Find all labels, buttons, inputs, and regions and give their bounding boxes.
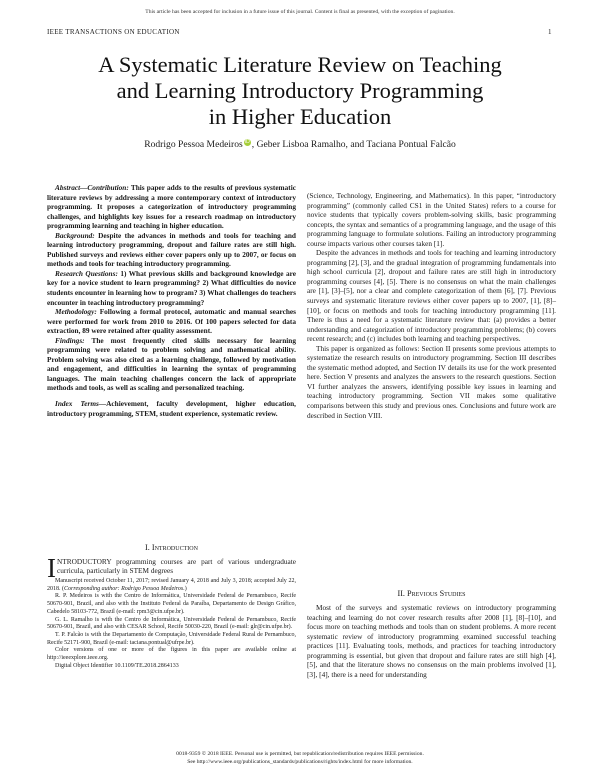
methodology-label: Methodology: <box>55 307 97 317</box>
dropcap-letter: I <box>47 552 56 583</box>
intro-lead-word: NTRODUCTORY <box>57 556 112 566</box>
orcid-icon[interactable]: iD <box>244 139 250 145</box>
paragraph: (Science, Technology, Engineering, and Mathematics). In this paper, “introductory programming” (commonly called CS1 in the United States) refers to a course for novice students that typically covers problem-solving skills, basic programming concepts, the syntax and semantics of a programming language, and the usage of this programming language to formulate solutions. Failing an introductory programming course impacts various other courses taken [1]. <box>307 191 556 248</box>
index-terms-label: Index Terms— <box>55 399 107 409</box>
rights-link-line: See http://www.ieee.org/publications_standards/publications/rights/index.html for more information. <box>187 758 413 765</box>
introduction-section <box>47 543 296 583</box>
findings-text: The most frequently cited skills necessary for learning programming were related to problem solving and mathematical ability. Problem solving was also cited as a learning challenge, followed by motivation and engagement, and difficulties in learning the syntax of programming languages. The main teaching challenges concern the lack of appropriate methods and tools, as well as scaling and personalized teaching. <box>47 335 296 393</box>
footnote-doi: Digital Object Identifier 10.1109/TE.2018.2864133 <box>55 662 179 669</box>
title-line-3: in Higher Education <box>208 104 392 129</box>
paragraph: Despite the advances in methods and tools for teaching and learning introductory programming [2], [3], and the gradual integration of programming fundamentals into high school curricula [2], dropout and failure rates are still high in introductory programming courses [4], [5]. There is no consensus on what the main challenges are [1], [3]–[5], nor a clear and complete categorization of them [6], [7]. Previous surveys and systematic literature reviews either cover papers up to 2007, [1], [8]–[10], or focus on methods and tools for teaching introductory programming [11]. There is thus a need for a systematic literature review that: (a) provides a better understanding and categorization of introductory programming problems; (b) covers recent research; and (c) includes both learning and teaching perspectives. <box>307 248 556 344</box>
title-line-2: and Learning Introductory Programming <box>116 78 484 103</box>
copyright-footer <box>0 751 600 766</box>
methodology-text: Following a formal protocol, automatic and manual searches were performed for work from 2010 to 2016. Of 100 papers selected for data extraction, 89 were retained after quality assessment. <box>47 307 296 336</box>
author-list <box>40 139 560 150</box>
section-1-heading: I. Introduction <box>145 543 198 552</box>
contribution-text: This paper adds to the results of previous systematic literature reviews by addressing a more contemporary context of introductory programming. It proposes a categorization of introductory programming challenges, and highlights key issues for a research roadmap on introductory programming learning and teaching in higher education. <box>47 183 296 231</box>
other-authors: , Geber Lisboa Ramalho, and Taciana Pontual Falcão <box>251 139 456 150</box>
findings-label: Findings: <box>55 335 85 345</box>
index-terms-text: Achievement, faculty development, higher education, introductory programming, STEM, student experience, systematic review. <box>47 399 296 418</box>
footnote-author-1: R. P. Medeiros is with the Centro de Informática, Universidade Federal de Pernambuco, Recife 50670-901, Brazil, and also with the Instituto Federal da Paraíba, Departamento de Design Gráfico, Cabedelo 58103-772, Brazil (e-mail: rpm3@cin.ufpe.br). <box>47 593 296 615</box>
footnote-manuscript: Manuscript received October 11, 2017; revised January 4, 2018 and July 3, 2018; accepted July 22, 2018. (Corresponding author: Rodrigo Pessoa Medeiros.) <box>47 578 296 592</box>
paragraph: Most of the surveys and systematic reviews on introductory programming teaching and learning do not cover research results after 2008 [1], [8]–[10], and focus more on teaching methods and tools than on student problems. A more recent systematic review of introductory programming examined successful teaching practices [11]. Evaluating tools, methods, and practices for teaching introductory programming is essential, but given that dropout and failure rates are still high [4], [5], and that the literature shows no consensus on the main problems involved [1], [3], [4], there is a need for understanding <box>307 603 556 679</box>
page-number: 1 <box>548 28 552 36</box>
questions-text: 1) What previous skills and background knowledge are key for a novice student to learn programming? 2) What difficulties do novice students encounter in learning how to program? 3) What challenges do teachers encounter in teaching introductory programming? <box>47 268 296 307</box>
abstract <box>47 183 296 418</box>
author-1: Rodrigo Pessoa Medeiros <box>144 139 243 150</box>
title-line-1: A Systematic Literature Review on Teaching <box>98 52 502 77</box>
right-column-text <box>307 191 556 420</box>
footnote-author-3: T. P. Falcão is with the Departamento de Computação, Universidade Federal Rural de Pernambuco, Recife 52171-900, Brazil (e-mail: taciana.pontual@ufrpe.br). <box>47 631 296 646</box>
intro-text: programming courses are part of various undergraduate curricula, particularly in STEM degrees <box>57 556 296 576</box>
acceptance-note: This article has been accepted for inclusion in a future issue of this journal. Content is final as presented, with the exception of pagination. <box>145 9 455 15</box>
contribution-label: Abstract—Contribution: <box>55 183 129 192</box>
paper-title <box>40 52 560 130</box>
background-text: Despite the advances in methods and tools for teaching and learning introductory programming, dropout and failure rates are still high. Published surveys and reviews either cover papers only up to 2007, or focus on methods and tools for teaching introductory programming. <box>47 230 296 269</box>
section-2-heading: II. Previous Studies <box>397 589 466 598</box>
background-label: Background: <box>55 230 95 240</box>
footnote-author-2: G. L. Ramalho is with the Centro de Informática, Universidade Federal de Pernambuco, Recife 50670-901, Brazil, and also with CESAR School, Recife 50030-220, Brazil (e-mail: glr@cin.ufpe.br). <box>47 616 296 631</box>
previous-studies-section <box>307 603 556 679</box>
footnotes <box>47 578 296 670</box>
footnote-color: Color versions of one or more of the figures in this paper are available online at http://ieeexplore.ieee.org. <box>47 647 296 662</box>
running-head: IEEE TRANSACTIONS ON EDUCATION <box>47 28 180 36</box>
copyright-line: 0018-9359 © 2018 IEEE. Personal use is permitted, but republication/redistribution requires IEEE permission. <box>176 751 424 757</box>
paragraph: This paper is organized as follows: Section II presents some previous attempts to systematize the research results on introductory programming. Section III describes the systematic method adopted, and Section IV details its use for the work presented here. Section V presents and analyzes the answers to the research questions. Section VI further analyzes the answers, identifying possible key issues in learning and teaching introductory programming. Section VII makes some qualitative comparisons between this study and previous ones. Conclusions and future work are described in Section VIII. <box>307 343 556 420</box>
questions-label: Research Questions: <box>55 268 118 278</box>
